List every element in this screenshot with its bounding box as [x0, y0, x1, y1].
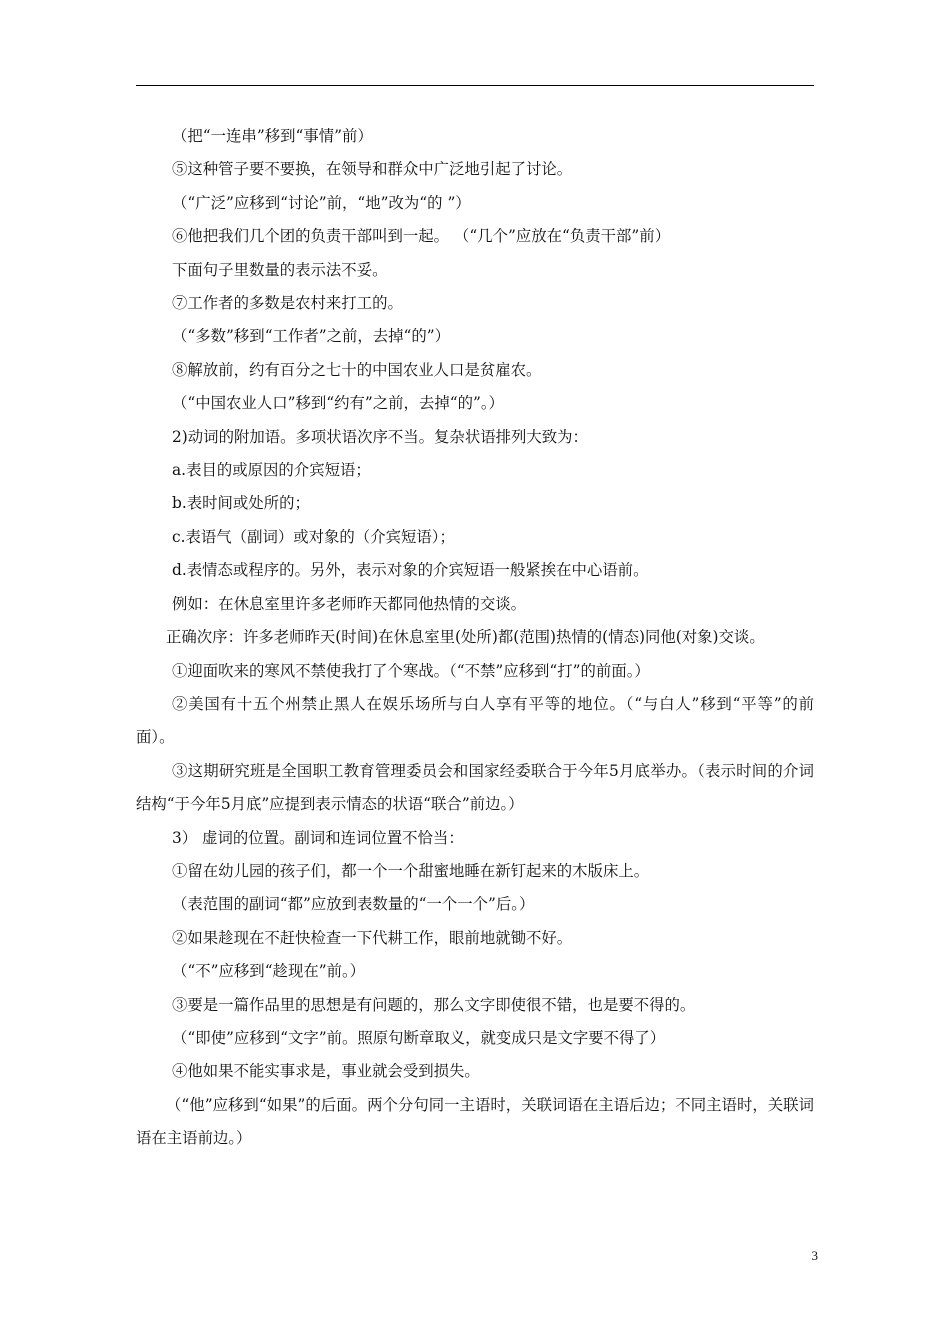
- text-line: 3） 虚词的位置。副词和连词位置不恰当：: [172, 828, 464, 847]
- text-line: b.表时间或处所的；: [172, 494, 310, 513]
- text-line: ①迎面吹来的寒风不禁使我打了个寒战。（“不禁”应移到“打”的前面。）: [172, 661, 650, 680]
- text-paragraph: （“他”应移到“如果”的后面。两个分句同一主语时，关联词语在主语后边；不同主语时，关联词语在主语前边。）: [136, 1095, 814, 1148]
- text-line: （“即使”应移到“文字”前。照原句断章取义，就变成只是文字要不得了）: [172, 1028, 666, 1047]
- text-line: ⑧解放前，约有百分之七十的中国农业人口是贫雇农。: [172, 360, 542, 379]
- text-line: d.表情态或程序的。另外，表示对象的介宾短语一般紧挨在中心语前。: [172, 561, 649, 580]
- text-line: ②如果趁现在不赶快检查一下代耕工作，眼前地就锄不好。: [172, 928, 573, 947]
- text-paragraph: 正确次序：许多老师昨天(时间)在休息室里(处所)都(范围)热情的(情态)同他(对象)交谈。: [166, 628, 765, 647]
- text-line: 2)动词的附加语。多项状语次序不当。复杂状语排列大致为：: [172, 427, 588, 446]
- text-line: ⑥他把我们几个团的负责干部叫到一起。 （“几个”应放在“负责干部”前）: [172, 227, 671, 246]
- text-line: （“广泛”应移到“讨论”前，“地”改为“的 ”）: [172, 193, 471, 212]
- text-line: ③要是一篇作品里的思想是有问题的，那么文字即使很不错，也是要不得的。: [172, 995, 696, 1014]
- text-paragraph: ②美国有十五个州禁止黑人在娱乐场所与白人享有平等的地位。（“与白人”移到“平等”的前面）。: [136, 694, 814, 747]
- header-rule: [136, 85, 814, 86]
- body-text: [136, 120, 814, 1156]
- text-line: 例如：在休息室里许多老师昨天都同他热情的交谈。: [172, 594, 526, 613]
- text-line: （“多数”移到“工作者”之前，去掉“的”）: [172, 327, 451, 346]
- text-line: a.表目的或原因的介宾短语；: [172, 461, 371, 480]
- text-paragraph: ③这期研究班是全国职工教育管理委员会和国家经委联合于今年5月底举办。（表示时间的介词结构“于今年5月底”应提到表示情态的状语“联合”前边。）: [136, 761, 814, 814]
- text-line: （把“一连串”移到“事情”前）: [172, 127, 373, 145]
- text-line: ⑤这种管子要不要换，在领导和群众中广泛地引起了讨论。: [172, 160, 573, 179]
- text-line: ①留在幼儿园的孩子们，都一个一个甜蜜地睡在新钉起来的木版床上。: [172, 861, 650, 880]
- text-line: （表范围的副词“都”应放到表数量的“一个一个”后。）: [172, 895, 535, 914]
- text-line: （“中国农业人口”移到“约有”之前，去掉“的”。）: [172, 394, 504, 413]
- page-number: 3: [811, 1248, 818, 1263]
- text-line: （“不”应移到“趁现在”前。）: [172, 962, 366, 981]
- text-line: c.表语气（副词）或对象的（介宾短语）；: [172, 527, 455, 546]
- text-line: ④他如果不能实事求是，事业就会受到损失。: [172, 1062, 480, 1081]
- text-line: 下面句子里数量的表示法不妥。: [172, 260, 388, 279]
- text-line: ⑦工作者的多数是农村来打工的。: [172, 294, 403, 313]
